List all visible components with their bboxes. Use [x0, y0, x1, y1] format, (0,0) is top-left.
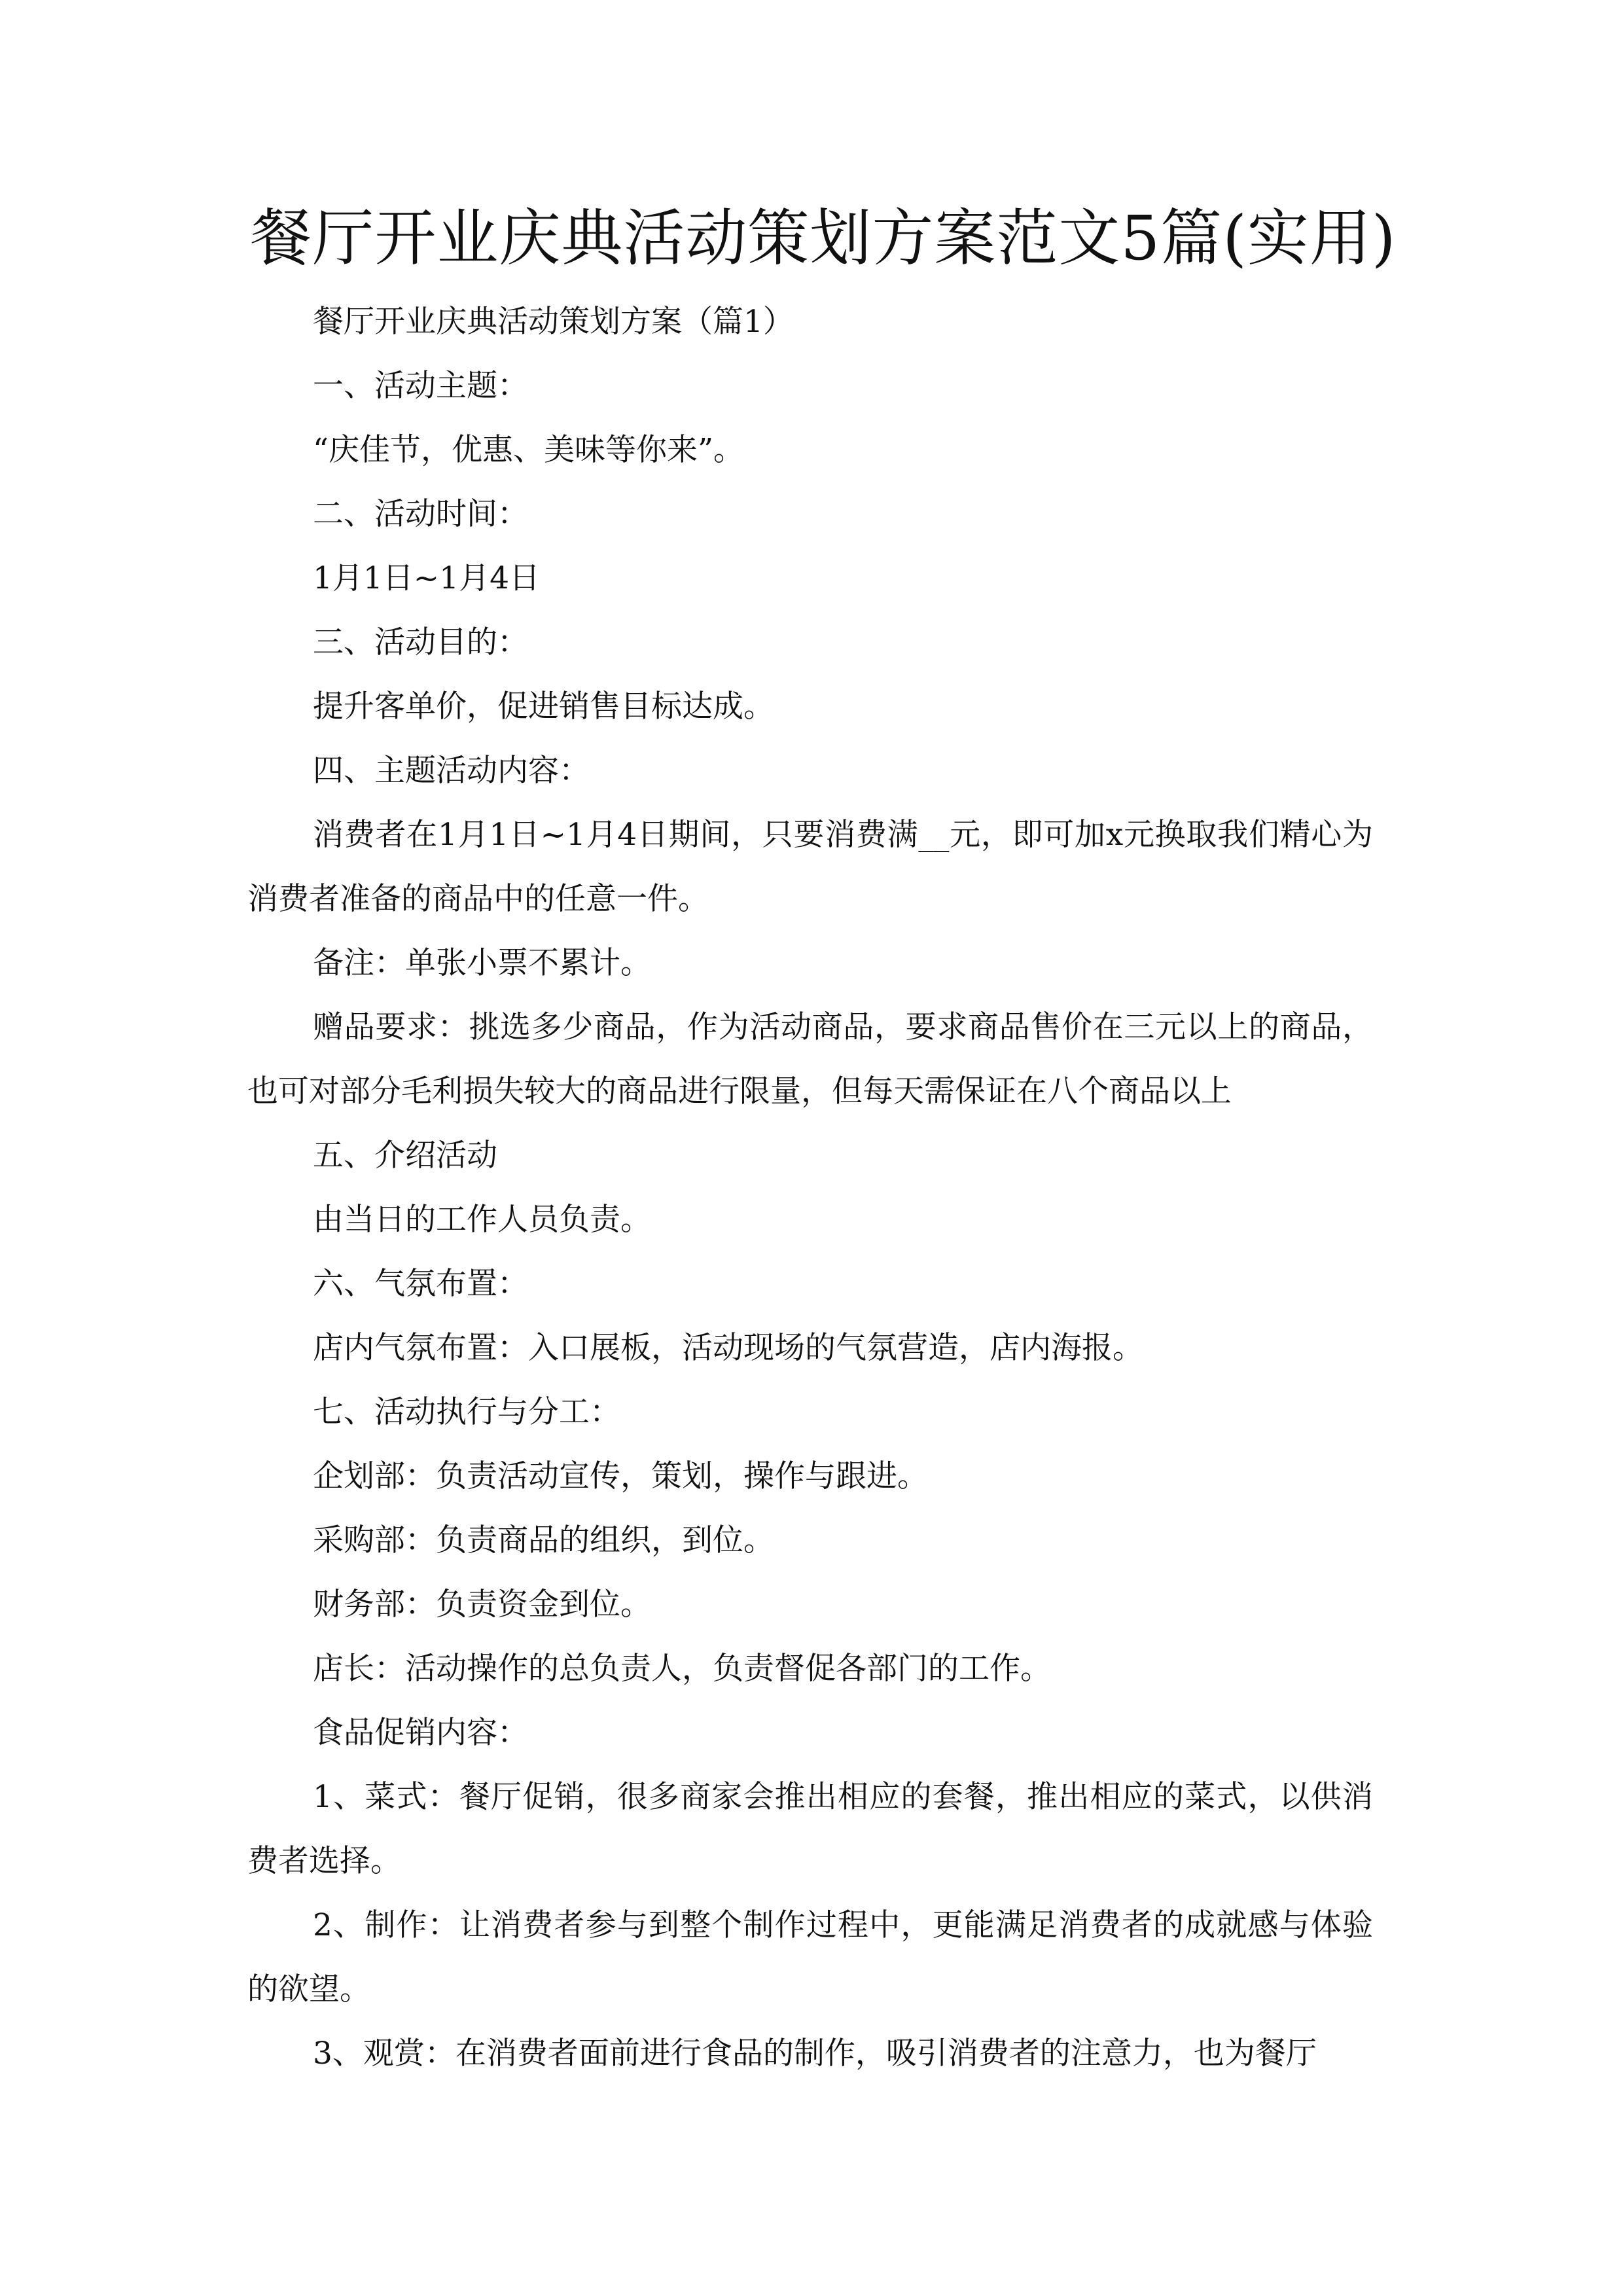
paragraph-planning-dept: 企划部：负责活动宣传，策划，操作与跟进。 — [313, 1458, 928, 1494]
paragraph-note: 备注：单张小票不累计。 — [313, 945, 651, 981]
paragraph-execution-heading: 七、活动执行与分工： — [313, 1394, 620, 1430]
paragraph-viewing: 3、观赏：在消费者面前进行食品的制作，吸引消费者的注意力，也为餐厅 — [313, 2036, 1317, 2072]
paragraph-content: 消费者在1月1日~1月4日期间，只要消费满__元，即可加x元换取我们精心为消费者准备的商品中的任意一件。 — [247, 817, 1373, 917]
paragraph-section-heading: 餐厅开业庆典活动策划方案（篇1） — [313, 304, 794, 340]
paragraph-purchasing-dept: 采购部：负责商品的组织，到位。 — [313, 1522, 774, 1558]
paragraph-dishes: 1、菜式：餐厅促销，很多商家会推出相应的套餐，推出相应的菜式，以供消费者选择。 — [247, 1779, 1373, 1879]
paragraph-production: 2、制作：让消费者参与到整个制作过程中，更能满足消费者的成就感与体验的欲望。 — [247, 1907, 1373, 2007]
paragraph-gift-requirements: 赠品要求：挑选多少商品，作为活动商品，要求商品售价在三元以上的商品，也可对部分毛利损失较大的商品进行限量，但每天需保证在八个商品以上 — [247, 1009, 1373, 1109]
paragraph-purpose-heading: 三、活动目的： — [313, 624, 528, 660]
paragraph-content-heading: 四、主题活动内容： — [313, 753, 590, 789]
document-title: 餐厅开业庆典活动策划方案范文5篇(实用) — [250, 203, 1397, 274]
paragraph-time-heading: 二、活动时间： — [313, 496, 528, 532]
paragraph-theme: “庆佳节，优惠、美味等你来”。 — [313, 432, 745, 468]
paragraph-atmosphere: 店内气氛布置：入口展板，活动现场的气氛营造，店内海报。 — [313, 1330, 1143, 1366]
paragraph-purpose: 提升客单价，促进销售目标达成。 — [313, 689, 774, 725]
paragraph-food-promo-heading: 食品促销内容： — [313, 1715, 528, 1751]
paragraph-finance-dept: 财务部：负责资金到位。 — [313, 1587, 651, 1623]
paragraph-time: 1月1日~1月4日 — [313, 560, 540, 596]
document-body — [247, 290, 1373, 2086]
paragraph-atmosphere-heading: 六、气氛布置： — [313, 1266, 528, 1302]
paragraph-theme-heading: 一、活动主题： — [313, 368, 528, 404]
paragraph-store-manager: 店长：活动操作的总负责人，负责督促各部门的工作。 — [313, 1651, 1051, 1687]
paragraph-intro: 由当日的工作人员负责。 — [313, 1202, 651, 1238]
paragraph-intro-heading: 五、介绍活动 — [313, 1138, 497, 1174]
